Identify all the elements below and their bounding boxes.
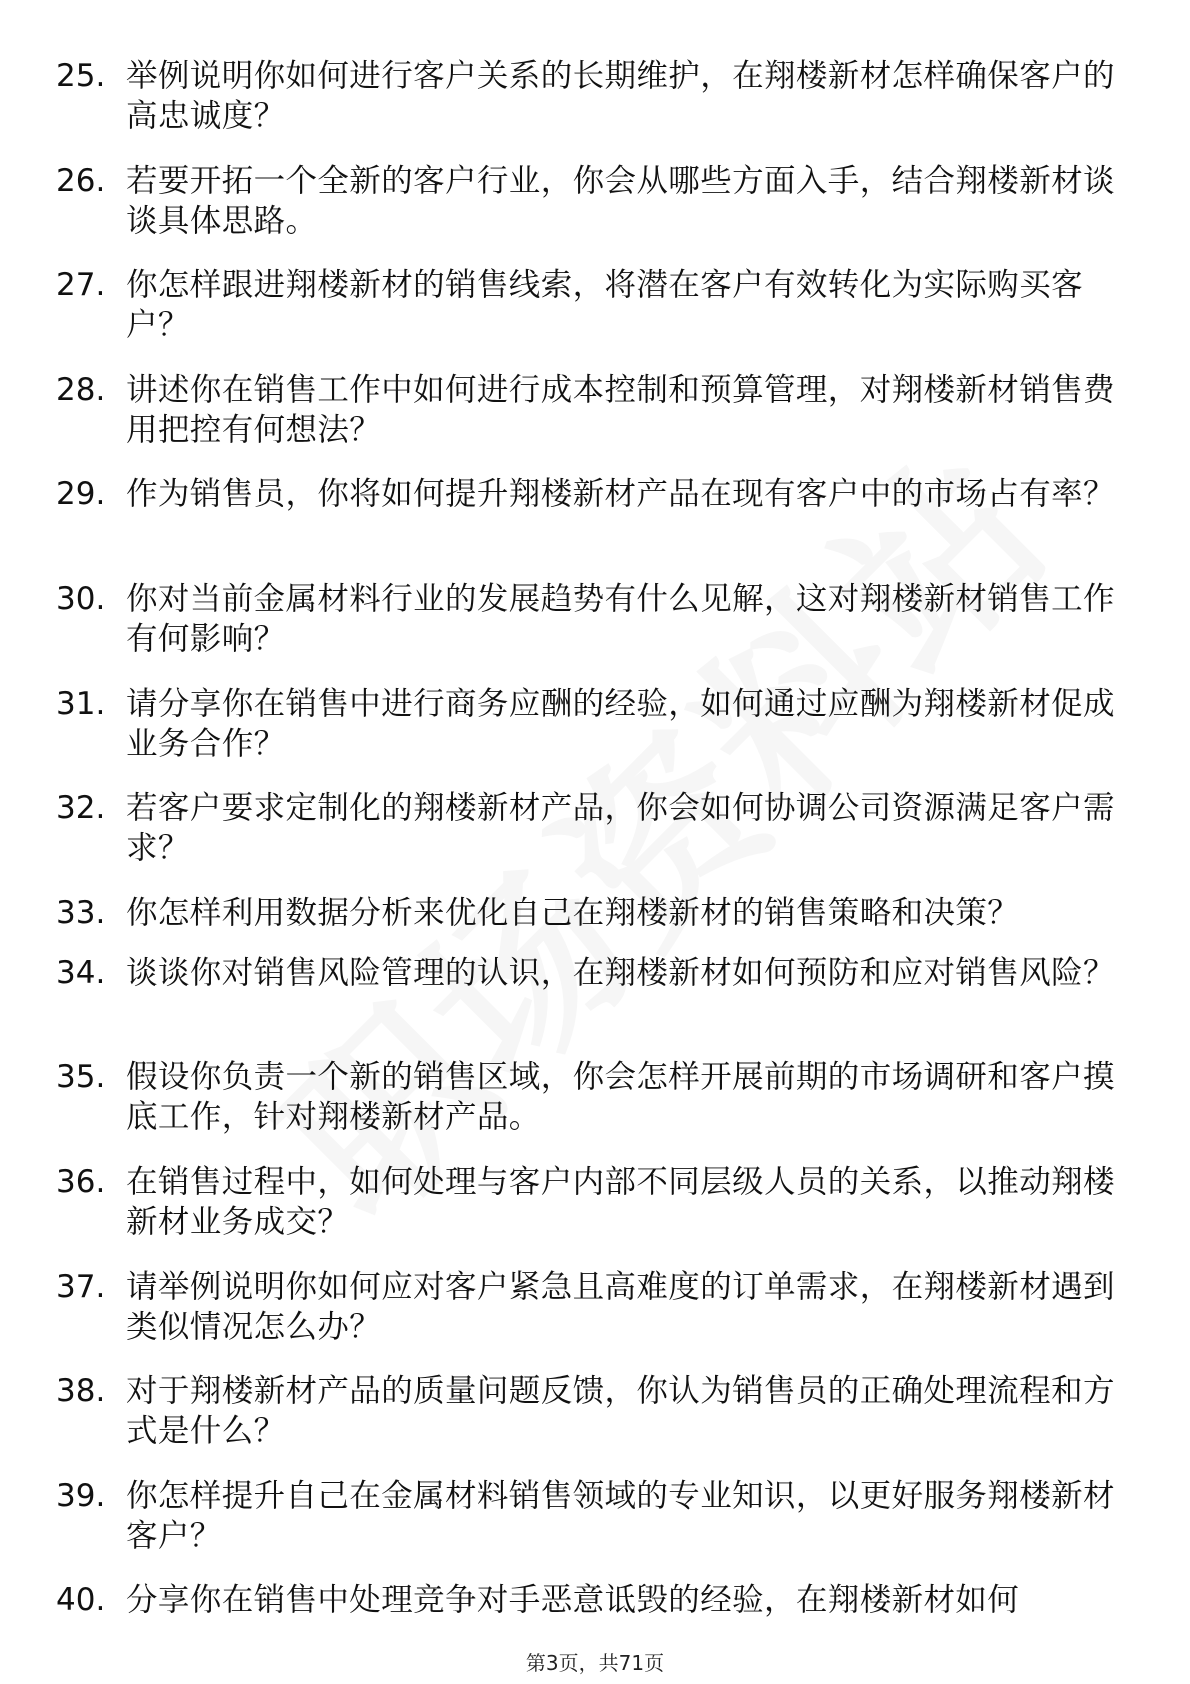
question-text: 举例说明你如何进行客户关系的长期维护，在翔楼新材怎样确保客户的高忠诚度？ <box>126 58 1115 134</box>
question-number: 38. <box>56 1373 106 1410</box>
question-text: 若要开拓一个全新的客户行业，你会从哪些方面入手，结合翔楼新材谈谈具体思路。 <box>126 162 1115 239</box>
question-text: 你怎样利用数据分析来优化自己在翔楼新材的销售策略和决策？ <box>126 894 1020 931</box>
question-text: 作为销售员，你将如何提升翔楼新材产品在现有客户中的市场占有率？ <box>126 476 1115 513</box>
question-number: 33. <box>56 894 106 931</box>
question-number: 39. <box>56 1477 106 1514</box>
question-item-33 <box>0 893 1190 953</box>
question-text: 请分享你在销售中进行商务应酬的经验，如何通过应酬为翔楼新材促成业务合作？ <box>126 685 1115 762</box>
question-item-31 <box>0 684 1190 789</box>
question-text: 请举例说明你如何应对客户紧急且高难度的订单需求，在翔楼新材遇到类似情况怎么办？ <box>126 1268 1115 1345</box>
question-text: 你怎样跟进翔楼新材的销售线索，将潜在客户有效转化为实际购买客户？ <box>126 267 1084 344</box>
question-number: 35. <box>56 1059 106 1096</box>
question-number: 29. <box>56 476 106 513</box>
question-item-26 <box>0 161 1190 266</box>
question-number: 32. <box>56 790 106 827</box>
question-number: 27. <box>56 267 106 304</box>
question-number: 26. <box>56 162 106 199</box>
question-text: 讲述你在销售工作中如何进行成本控制和预算管理，对翔楼新材销售费用把控有何想法？ <box>126 371 1115 448</box>
question-item-25 <box>0 56 1190 161</box>
question-item-29 <box>0 474 1190 579</box>
question-text: 谈谈你对销售风险管理的认识，在翔楼新材如何预防和应对销售风险？ <box>126 954 1115 991</box>
question-item-40 <box>0 1580 1190 1640</box>
question-number: 34. <box>56 954 106 991</box>
question-item-32 <box>0 788 1190 893</box>
page-number-label: 第3页，共71页 <box>525 1651 665 1675</box>
question-number: 40. <box>56 1582 106 1619</box>
page-footer <box>0 1647 1190 1676</box>
question-number: 25. <box>56 58 106 94</box>
question-item-27 <box>0 265 1190 370</box>
question-number: 36. <box>56 1163 106 1200</box>
question-list <box>0 56 1190 1640</box>
question-text: 分享你在销售中处理竞争对手恶意诋毁的经验，在翔楼新材如何 <box>126 1582 1020 1619</box>
question-number: 31. <box>56 685 106 722</box>
question-number: 30. <box>56 580 106 617</box>
question-item-37 <box>0 1267 1190 1372</box>
question-item-36 <box>0 1162 1190 1267</box>
question-text: 你对当前金属材料行业的发展趋势有什么见解，这对翔楼新材销售工作有何影响？ <box>126 580 1115 657</box>
question-number: 28. <box>56 371 106 408</box>
question-text: 对于翔楼新材产品的质量问题反馈，你认为销售员的正确处理流程和方式是什么？ <box>126 1373 1115 1450</box>
question-number: 37. <box>56 1268 106 1305</box>
question-text: 若客户要求定制化的翔楼新材产品，你会如何协调公司资源满足客户需求？ <box>126 790 1115 867</box>
question-text: 假设你负责一个新的销售区域，你会怎样开展前期的市场调研和客户摸底工作，针对翔楼新材产品。 <box>126 1059 1115 1136</box>
question-item-34 <box>0 953 1190 1058</box>
question-item-35 <box>0 1057 1190 1162</box>
question-item-38 <box>0 1371 1190 1476</box>
question-text: 在销售过程中，如何处理与客户内部不同层级人员的关系，以推动翔楼新材业务成交？ <box>126 1163 1115 1240</box>
question-item-39 <box>0 1476 1190 1581</box>
question-item-30 <box>0 579 1190 684</box>
question-text: 你怎样提升自己在金属材料销售领域的专业知识，以更好服务翔楼新材客户？ <box>126 1477 1115 1554</box>
question-item-28 <box>0 370 1190 475</box>
